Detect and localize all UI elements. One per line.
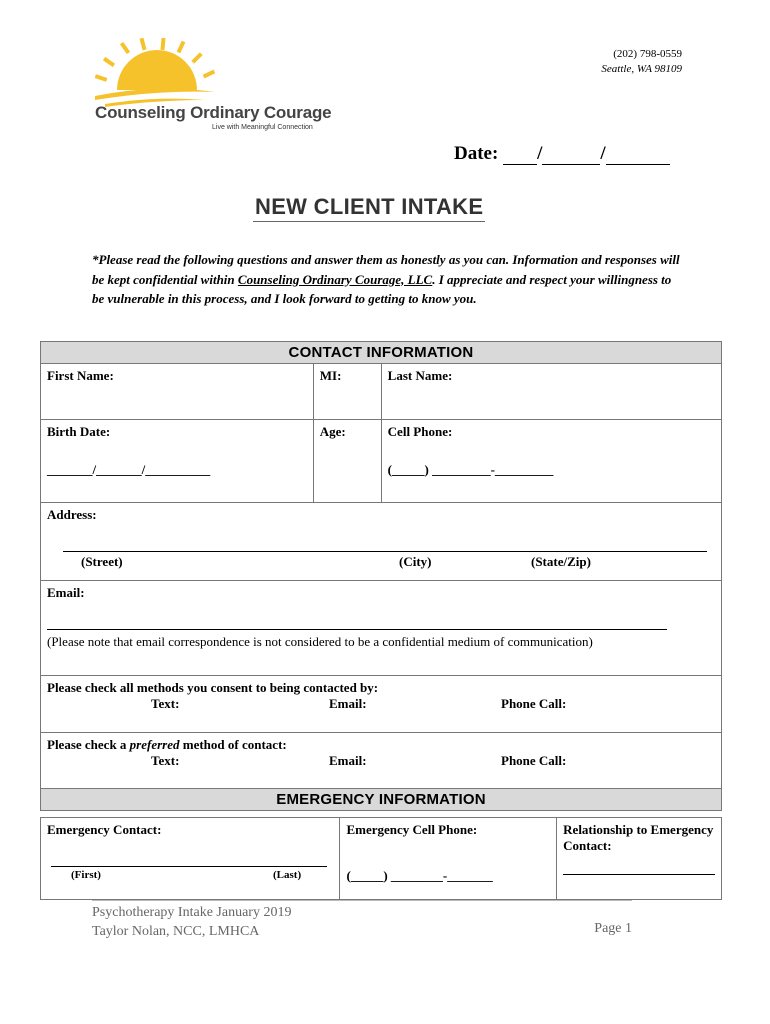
emergency-cell-blank: (_____) ________-_______	[346, 868, 493, 883]
consent-text-option[interactable]: Text:	[151, 696, 180, 711]
footer-doc-title: Psychotherapy Intake January 2019	[92, 905, 292, 920]
cell-phone-blank: (_____) _________-_________	[387, 462, 554, 477]
emergency-contact-line	[51, 866, 327, 867]
page-number: Page 1	[594, 921, 632, 936]
cell-phone-field[interactable]: Cell Phone: (_____) _________-_________	[381, 420, 721, 503]
relationship-field[interactable]: Relationship to Emergency Contact:	[557, 818, 722, 900]
contact-information-heading: CONTACT INFORMATION	[41, 342, 722, 364]
date-separator: /	[537, 143, 543, 164]
consent-phone-option[interactable]: Phone Call:	[501, 696, 567, 711]
sun-logo-icon	[95, 38, 220, 108]
street-label: (Street)	[81, 554, 123, 569]
practice-phone: (202) 798-0559	[613, 48, 682, 60]
address-field[interactable]: Address: (Street) (City) (State/Zip)	[41, 503, 722, 581]
contact-information-table	[40, 341, 722, 811]
emergency-cell-field[interactable]: Emergency Cell Phone: (_____) ________-_______	[340, 818, 557, 900]
birth-date-field[interactable]: Birth Date: _______/_______/__________	[41, 420, 314, 503]
address-line	[63, 551, 707, 552]
preferred-email-option[interactable]: Email:	[329, 753, 367, 768]
brand-tagline: Live with Meaningful Connection	[212, 124, 313, 131]
mi-field[interactable]: MI:	[313, 364, 381, 420]
age-field[interactable]: Age:	[313, 420, 381, 503]
first-label: (First)	[71, 869, 101, 881]
birth-date-blank: _______/_______/__________	[47, 462, 211, 477]
intro-paragraph: *Please read the following questions and answer them as honestly as you can. Information and responses will be kept confidential within Counseling Ordinary Courage, LLC. I appreciate and respect your willingness to be vulnerable in this process, and I look forward to getting to know you.	[92, 252, 680, 306]
preferred-phone-option[interactable]: Phone Call:	[501, 753, 567, 768]
date-field[interactable]	[454, 143, 670, 165]
page-footer	[92, 900, 632, 941]
email-note: (Please note that email correspondence is not considered to be a confidential medium of communication)	[47, 634, 593, 649]
consent-methods: Please check all methods you consent to being contacted by: Text: Email: Phone Call:	[41, 676, 722, 733]
email-field[interactable]: Email: (Please note that email correspondence is not considered to be a confidential medium of communication)	[41, 581, 722, 676]
company-name: Counseling Ordinary Courage, LLC	[237, 271, 433, 287]
first-name-field[interactable]: First Name:	[41, 364, 314, 420]
emergency-contact-field[interactable]: Emergency Contact: (First) (Last)	[41, 818, 340, 900]
consent-email-option[interactable]: Email:	[329, 696, 367, 711]
emergency-information-heading: EMERGENCY INFORMATION	[41, 789, 722, 811]
preferred-text-option[interactable]: Text:	[151, 753, 180, 768]
email-line	[47, 629, 667, 630]
date-label: Date:	[454, 143, 499, 164]
relationship-line	[563, 874, 715, 875]
last-label: (Last)	[273, 869, 302, 881]
emergency-information-table	[40, 817, 722, 900]
footer-author: Taylor Nolan, NCC, LMHCA	[92, 924, 260, 939]
preferred-method: Please check a preferred method of contact: Text: Email: Phone Call:	[41, 733, 722, 789]
last-name-field[interactable]: Last Name:	[381, 364, 721, 420]
brand-name: Counseling Ordinary Courage	[95, 103, 332, 122]
date-separator: /	[600, 143, 606, 164]
page-title: NEW CLIENT INTAKE	[253, 194, 485, 222]
practice-city: Seattle, WA 98109	[601, 63, 682, 75]
city-label: (City)	[399, 554, 432, 569]
state-zip-label: (State/Zip)	[531, 554, 591, 569]
practice-contact	[601, 47, 682, 77]
